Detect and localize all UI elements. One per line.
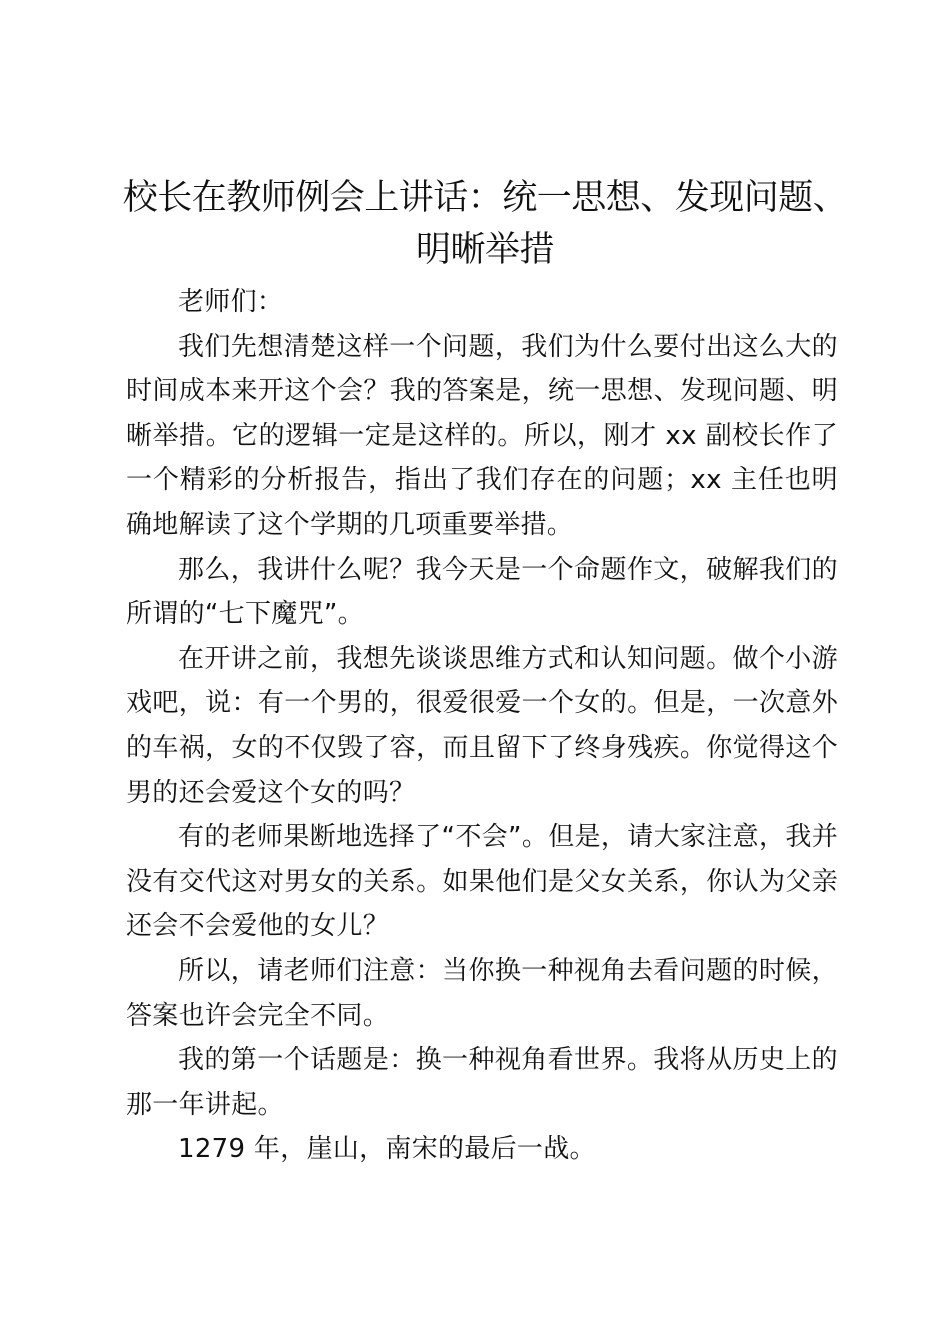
- body-paragraph: 有的老师果断地选择了“不会”。但是，请大家注意，我并没有交代这对男女的关系。如果他们是父女关系，你认为父亲还会不会爱他的女儿？: [126, 822, 838, 942]
- body-paragraph: 所以，请老师们注意：当你换一种视角去看问题的时候，答案也许会完全不同。: [126, 955, 838, 1031]
- body-paragraph: 在开讲之前，我想先谈谈思维方式和认知问题。做个小游戏吧，说：有一个男的，很爱很爱一个女的。但是，一次意外的车祸，女的不仅毁了容，而且留下了终身残疾。你觉得这个男的还会爱这个女的吗？: [126, 643, 838, 808]
- title-line-1: 校长在教师例会上讲话：统一思想、发现问题、: [122, 178, 848, 218]
- title-line-2: 明晰举措: [415, 230, 554, 270]
- body-paragraph: 那么，我讲什么呢？我今天是一个命题作文，破解我们的所谓的“七下魔咒”。: [126, 554, 838, 630]
- body-paragraph: 我的第一个话题是：换一种视角看世界。我将从历史上的那一年讲起。: [126, 1045, 838, 1120]
- body-paragraph: 1279 年，崖山，南宋的最后一战。: [178, 1134, 596, 1165]
- document-body: [126, 280, 838, 1172]
- body-paragraph: 我们先想清楚这样一个问题，我们为什么要付出这么大的时间成本来开这个会？我的答案是，统一思想、发现问题、明晰举措。它的逻辑一定是这样的。所以，刚才 xx 副校长作了一个精彩的分析报告，指出了我们存在的问题；xx 主任也明确地解读了这个学期的几项重要举措。: [126, 331, 838, 540]
- salutation-paragraph: 老师们：: [178, 287, 284, 317]
- document-title: [100, 172, 870, 276]
